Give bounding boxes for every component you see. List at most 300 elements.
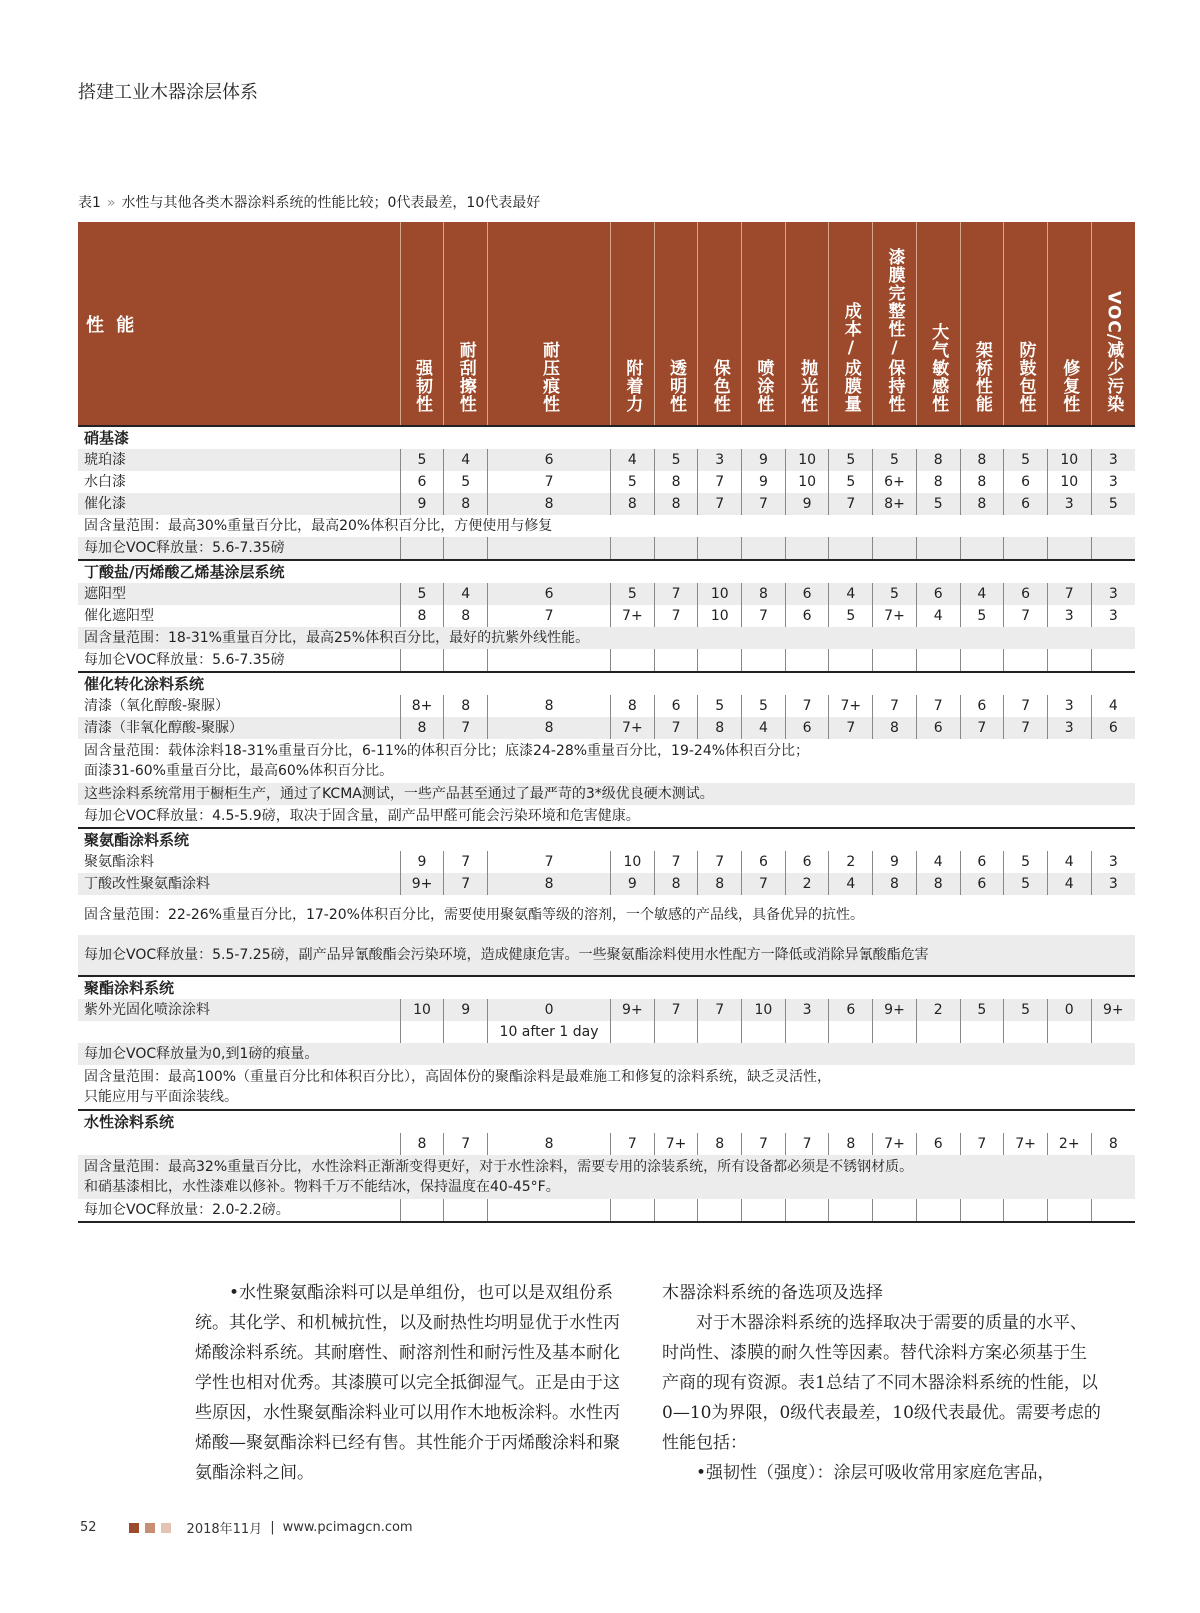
cell-value: 6 (960, 873, 1004, 895)
voc-row-text: 每加仑VOC释放量：5.5-7.25磅，副产品异氰酸酯会污染环境，造成健康危害。一些聚氨酯涂料使用水性配方一降低或消除异氰酸酯危害 (78, 935, 1135, 976)
empty-cell (785, 649, 829, 672)
cell-value: 4 (742, 717, 786, 739)
empty-cell (400, 1021, 444, 1043)
empty-cell (873, 649, 917, 672)
empty-cell (742, 649, 786, 672)
header-col-2 (488, 222, 611, 426)
header-col-label: 耐刮擦性 (455, 341, 476, 413)
caption-text: 水性与其他各类木器涂料系统的性能比较；0代表最差，10代表最好 (121, 195, 541, 211)
table-row (78, 493, 1135, 515)
voc-row (78, 649, 1135, 672)
empty-cell (1047, 537, 1091, 560)
cell-value: 8 (916, 471, 960, 493)
empty-cell (488, 1199, 611, 1222)
header-col-label: 防鼓包性 (1015, 341, 1036, 413)
cell-value: 6 (916, 717, 960, 739)
solids-note-row-text: 固含量范围：最高30%重量百分比，最高20%体积百分比，方便使用与修复 (78, 515, 1135, 537)
cell-value: 3 (1047, 695, 1091, 717)
empty-cell (78, 1021, 400, 1043)
note-line: 和硝基漆相比，水性漆难以修补。物料千万不能结冰，保持温度在40-45°F。 (84, 1179, 560, 1195)
empty-cell (444, 1199, 488, 1222)
cell-value: 10 (1047, 449, 1091, 471)
empty-cell (654, 649, 698, 672)
empty-cell (829, 649, 873, 672)
cell-value: 7 (1047, 583, 1091, 605)
row-name: 清漆（氧化醇酸-聚脲） (78, 695, 400, 717)
cell-value: 8 (444, 493, 488, 515)
cell-value: 4 (1047, 873, 1091, 895)
header-col-label: 架桥性能 (971, 341, 992, 413)
cell-value: 6 (916, 1133, 960, 1155)
cell-value: 8 (488, 695, 611, 717)
cell-value: 6 (916, 583, 960, 605)
header-col-label: 漆膜完整性/保持性 (884, 248, 905, 413)
empty-cell (1004, 537, 1048, 560)
cell-value: 4 (960, 583, 1004, 605)
cell-value: 8 (488, 873, 611, 895)
table-header-row (78, 222, 1135, 426)
empty-cell (1091, 649, 1135, 672)
empty-cell (785, 1021, 829, 1043)
cell-value: 8 (916, 873, 960, 895)
cell-value: 7 (654, 583, 698, 605)
cell-value: 9 (611, 873, 655, 895)
empty-cell (1047, 1199, 1091, 1222)
solids-note-row (78, 1065, 1135, 1110)
header-col-label: 修复性 (1059, 359, 1080, 413)
cell-value: 6 (785, 583, 829, 605)
cell-value: 5 (400, 449, 444, 471)
empty-cell (785, 537, 829, 560)
body-bullet-toughness: •强韧性（强度）：涂层可吸收常用家庭危害品， (696, 1463, 1055, 1483)
cell-value: 6 (488, 583, 611, 605)
table-row (78, 605, 1135, 627)
running-head: 搭建工业木器涂层体系 (78, 82, 258, 103)
row-name: 琥珀漆 (78, 449, 400, 471)
header-col-label: 抛光性 (797, 359, 818, 413)
cell-value: 8 (488, 717, 611, 739)
cell-value: 7 (1004, 695, 1048, 717)
cell-value: 10 (611, 851, 655, 873)
empty-cell (1004, 1021, 1048, 1043)
empty-cell (488, 537, 611, 560)
empty-cell (960, 1021, 1004, 1043)
cell-value: 8 (960, 471, 1004, 493)
cell-value: 3 (1047, 605, 1091, 627)
cell-value: 5 (654, 449, 698, 471)
cell-value: 6 (742, 851, 786, 873)
body-paragraph-selection: 对于木器涂料系统的选择取决于需要的质量的水平、时尚性、漆膜的耐久性等因素。替代涂料方案必须基于生产商的现有资源。表1总结了不同木器涂料系统的性能，以0—10为界限，0级代表最差，10级代表最优。需要考虑的性能包括： (662, 1313, 1101, 1453)
header-col-4 (654, 222, 698, 426)
empty-cell (742, 1199, 786, 1222)
row-name: 催化漆 (78, 493, 400, 515)
cell-value: 7+ (611, 605, 655, 627)
voc-row (78, 935, 1135, 976)
cell-value: 5 (444, 471, 488, 493)
cell-value: 7 (785, 695, 829, 717)
cell-value: 10 (400, 999, 444, 1021)
cell-value: 4 (829, 873, 873, 895)
cell-value: 10 (785, 449, 829, 471)
cell-value: 3 (785, 999, 829, 1021)
body-paragraph-waterborne-pu: •水性聚氨酯涂料可以是单组份，也可以是双组份系统。其化学、和机械抗性，以及耐热性均明显优于水性丙烯酸涂料系统。其耐磨性、耐溶剂性和耐污性及基本耐化学性也相对优秀。其漆膜可以完全抵御湿气。正是由于这些原因，水性聚氨酯涂料业可以用作木地板涂料。水性丙烯酸—聚氨酯涂料已经有售。其性能介于丙烯酸涂料和聚氨酯涂料之间。 (195, 1283, 620, 1483)
header-col-10 (916, 222, 960, 426)
empty-cell (916, 1021, 960, 1043)
empty-cell (1091, 1199, 1135, 1222)
cell-value: 3 (1047, 717, 1091, 739)
section-title-selection: 木器涂料系统的备选项及选择 (662, 1283, 883, 1303)
page-number: 52 (80, 1520, 97, 1535)
cell-value: 7 (960, 717, 1004, 739)
cell-value: 4 (1047, 851, 1091, 873)
note-line: 固含量范围：最高32%重量百分比，水性涂料正渐渐变得更好，对于水性涂料，需要专用的涂装系统，所有设备都必须是不锈钢材质。 (84, 1159, 914, 1175)
cell-value: 8 (654, 493, 698, 515)
empty-cell (829, 1199, 873, 1222)
header-col-label: 耐压痕性 (539, 341, 560, 413)
cell-value: 7+ (654, 1133, 698, 1155)
solids-note-row (78, 739, 1135, 783)
empty-cell (960, 1199, 1004, 1222)
header-col-label: 附着力 (622, 359, 643, 413)
body-column-right (662, 1278, 1102, 1488)
cell-value: 8 (488, 493, 611, 515)
cell-value: 7 (785, 1133, 829, 1155)
header-col-13 (1047, 222, 1091, 426)
row-name: 丁酸改性聚氨酯涂料 (78, 873, 400, 895)
performance-table (78, 222, 1135, 1223)
cell-value: 8 (611, 695, 655, 717)
cell-value: 9 (400, 851, 444, 873)
solids-note-row-text (78, 739, 1135, 783)
header-col-1 (444, 222, 488, 426)
section-header-row (78, 976, 1135, 999)
cell-value: 4 (916, 605, 960, 627)
cell-value: 7 (488, 605, 611, 627)
cell-value: 7 (873, 695, 917, 717)
voc-row (78, 805, 1135, 828)
section-title: 聚氨酯涂料系统 (78, 828, 1135, 851)
cell-value: 6 (785, 717, 829, 739)
section-header-row (78, 672, 1135, 695)
voc-text: 每加仑VOC释放量：5.6-7.35磅 (78, 537, 400, 560)
cell-value: 8 (960, 449, 1004, 471)
empty-cell (654, 537, 698, 560)
cell-value: 2+ (1047, 1133, 1091, 1155)
empty-cell (1004, 1199, 1048, 1222)
usage-note-row (78, 783, 1135, 805)
cell-value: 6 (654, 695, 698, 717)
cell-value: 7 (960, 1133, 1004, 1155)
cell-value: 7 (698, 999, 742, 1021)
empty-cell (400, 1199, 444, 1222)
empty-cell (444, 537, 488, 560)
cell-value: 5 (873, 583, 917, 605)
note-line: 固含量范围：最高100%（重量百分比和体积百分比），高固体份的聚酯涂料是最难施工和修复的涂料系统，缺乏灵活性， (84, 1069, 832, 1085)
cell-value: 6 (1091, 717, 1135, 739)
cell-value: 2 (916, 999, 960, 1021)
cell-value: 5 (960, 999, 1004, 1021)
table-row (78, 999, 1135, 1021)
cell-value: 6 (488, 449, 611, 471)
cell-value: 2 (785, 873, 829, 895)
cell-value: 5 (916, 493, 960, 515)
solids-note-row (78, 895, 1135, 935)
note-line: 只能应用与平面涂装线。 (84, 1089, 238, 1105)
cell-value: 6 (1004, 583, 1048, 605)
header-col-6 (742, 222, 786, 426)
header-col-0 (400, 222, 444, 426)
cell-value: 10 (785, 471, 829, 493)
cell-value: 8 (916, 449, 960, 471)
cell-value: 8 (654, 471, 698, 493)
voc-row (78, 537, 1135, 560)
cell-value: 3 (1091, 851, 1135, 873)
empty-cell (916, 1199, 960, 1222)
section-header-row (78, 1110, 1135, 1133)
header-col-8 (829, 222, 873, 426)
solids-note-row (78, 1155, 1135, 1199)
caption-arrows: » (106, 195, 116, 211)
cell-value: 9 (742, 449, 786, 471)
cell-value: 7 (444, 851, 488, 873)
empty-cell (742, 1021, 786, 1043)
solids-note-row (78, 627, 1135, 649)
cell-value: 7 (654, 717, 698, 739)
empty-cell (400, 537, 444, 560)
cell-value: 7 (698, 851, 742, 873)
cell-value: 7 (488, 851, 611, 873)
cell-value: 8 (654, 873, 698, 895)
cell-value: 0 (488, 999, 611, 1021)
empty-cell (611, 1021, 655, 1043)
cell-value: 7 (444, 1133, 488, 1155)
cell-value: 4 (611, 449, 655, 471)
empty-cell (829, 1021, 873, 1043)
header-col-12 (1004, 222, 1048, 426)
cell-value: 4 (444, 583, 488, 605)
page-footer (80, 1518, 413, 1537)
header-col-label: 保色性 (709, 359, 730, 413)
cell-value: 7 (742, 1133, 786, 1155)
cell-value: 3 (1091, 605, 1135, 627)
cell-value: 6 (1004, 493, 1048, 515)
section-header-row (78, 426, 1135, 449)
cell-value: 7 (611, 1133, 655, 1155)
voc-row (78, 1199, 1135, 1222)
empty-cell (444, 649, 488, 672)
note-line: 面漆31-60%重量百分比，最高60%体积百分比。 (84, 763, 394, 779)
cell-value: 7 (742, 873, 786, 895)
table-number: 表1 (78, 195, 101, 211)
usage-note-row-text: 这些涂料系统常用于橱柜生产，通过了KCMA测试，一些产品甚至通过了最严苛的3*级优良硬木测试。 (78, 783, 1135, 805)
header-col-7 (785, 222, 829, 426)
cell-value: 8 (698, 1133, 742, 1155)
footer-square-mid (145, 1523, 155, 1533)
solids-note-row (78, 515, 1135, 537)
cell-value: 7 (654, 851, 698, 873)
cell-value: 6 (400, 471, 444, 493)
voc-row-text: 每加仑VOC释放量为0,到1磅的痕量。 (78, 1043, 1135, 1065)
cell-value: 5 (1004, 873, 1048, 895)
row-name: 水白漆 (78, 471, 400, 493)
header-col-label: 大气敏感性 (928, 323, 949, 413)
cell-value: 8 (873, 717, 917, 739)
cell-value: 7 (742, 493, 786, 515)
cell-value: 5 (873, 449, 917, 471)
header-col-label: 透明性 (666, 359, 687, 413)
cell-value: 5 (1004, 449, 1048, 471)
empty-cell (611, 1199, 655, 1222)
empty-cell (960, 537, 1004, 560)
table-row (78, 851, 1135, 873)
section-title: 硝基漆 (78, 426, 1135, 449)
cell-value: 7 (916, 695, 960, 717)
cell-value: 8 (960, 493, 1004, 515)
empty-cell (916, 537, 960, 560)
cell-value: 4 (829, 583, 873, 605)
cell-value: 10 (1047, 471, 1091, 493)
note-line: 固含量范围：载体涂料18-31%重量百分比，6-11%的体积百分比；底漆24-28%重量百分比，19-24%体积百分比； (84, 743, 810, 759)
cell-value: 7 (829, 717, 873, 739)
cell-value: 6 (960, 851, 1004, 873)
cell-value: 9+ (400, 873, 444, 895)
cell-value: 6 (785, 851, 829, 873)
cell-value: 3 (1091, 873, 1135, 895)
cell-value: 8 (698, 873, 742, 895)
footer-square-light (161, 1523, 171, 1533)
cell-value: 8 (400, 717, 444, 739)
cell-value: 8 (1091, 1133, 1135, 1155)
empty-cell (698, 1021, 742, 1043)
row-name: 遮阳型 (78, 583, 400, 605)
cell-value: 8+ (873, 493, 917, 515)
cell-value: 5 (829, 449, 873, 471)
cell-value: 9 (785, 493, 829, 515)
cell-value: 3 (1091, 471, 1135, 493)
cell-value: 7 (698, 471, 742, 493)
cell-value: 8 (611, 493, 655, 515)
cell-value: 5 (1004, 999, 1048, 1021)
cell-value: 3 (1047, 493, 1091, 515)
empty-cell (916, 649, 960, 672)
empty-cell (873, 1021, 917, 1043)
footer-square-dark (129, 1523, 139, 1533)
cell-value: 5 (829, 471, 873, 493)
cell-value: 6 (960, 695, 1004, 717)
cell-value: 9 (873, 851, 917, 873)
table-row (78, 449, 1135, 471)
header-col-label: 喷涂性 (753, 359, 774, 413)
section-title: 聚酯涂料系统 (78, 976, 1135, 999)
table-row (78, 873, 1135, 895)
cell-value: 7 (444, 873, 488, 895)
cell-value: 3 (698, 449, 742, 471)
cell-value: 7+ (1004, 1133, 1048, 1155)
empty-cell (400, 649, 444, 672)
cell-subvalue: 10 after 1 day (488, 1021, 611, 1043)
row-name: 紫外光固化喷涂涂料 (78, 999, 400, 1021)
cell-value: 4 (916, 851, 960, 873)
voc-row (78, 1043, 1135, 1065)
empty-cell (785, 1199, 829, 1222)
cell-value: 3 (1091, 449, 1135, 471)
empty-cell (873, 1199, 917, 1222)
empty-cell (873, 537, 917, 560)
cell-value: 10 (742, 999, 786, 1021)
cell-value: 0 (1047, 999, 1091, 1021)
cell-value: 5 (611, 583, 655, 605)
header-col-label: 强韧性 (412, 359, 433, 413)
empty-cell (1047, 1021, 1091, 1043)
section-title: 水性涂料系统 (78, 1110, 1135, 1133)
cell-value: 8 (444, 695, 488, 717)
cell-value: 3 (1091, 583, 1135, 605)
cell-value: 8 (829, 1133, 873, 1155)
row-name: 聚氨酯涂料 (78, 851, 400, 873)
cell-value: 9+ (611, 999, 655, 1021)
cell-value: 8 (400, 1133, 444, 1155)
row-name (78, 1133, 400, 1155)
solids-note-row-text: 固含量范围：22-26%重量百分比，17-20%体积百分比，需要使用聚氨酯等级的溶剂，一个敏感的产品线，具备优异的抗性。 (78, 895, 1135, 935)
section-header-row (78, 828, 1135, 851)
empty-cell (1091, 537, 1135, 560)
empty-cell (960, 649, 1004, 672)
table-row-sub (78, 1021, 1135, 1043)
table-row (78, 717, 1135, 739)
cell-value: 10 (698, 605, 742, 627)
footer-url: www.pcimagcn.com (282, 1520, 413, 1535)
cell-value: 7+ (611, 717, 655, 739)
cell-value: 5 (611, 471, 655, 493)
cell-value: 7 (654, 605, 698, 627)
cell-value: 8 (400, 605, 444, 627)
cell-value: 8 (444, 605, 488, 627)
footer-separator: | (270, 1520, 275, 1535)
footer-squares-decoration (129, 1523, 177, 1533)
footer-date: 2018年11月 (186, 1522, 263, 1537)
cell-value: 8 (698, 717, 742, 739)
table-row (78, 471, 1135, 493)
cell-value: 10 (698, 583, 742, 605)
cell-value: 5 (1004, 851, 1048, 873)
cell-value: 9 (400, 493, 444, 515)
section-title: 丁酸盐/丙烯酸乙烯基涂层系统 (78, 560, 1135, 583)
empty-cell (698, 537, 742, 560)
table-row (78, 695, 1135, 717)
cell-value: 5 (698, 695, 742, 717)
header-col-5 (698, 222, 742, 426)
cell-value: 7+ (873, 605, 917, 627)
cell-value: 7+ (873, 1133, 917, 1155)
empty-cell (829, 537, 873, 560)
table-caption (78, 192, 540, 212)
body-column-left (195, 1278, 625, 1488)
cell-value: 2 (829, 851, 873, 873)
cell-value: 6 (785, 605, 829, 627)
cell-value: 7 (444, 717, 488, 739)
empty-cell (1047, 649, 1091, 672)
cell-value: 5 (960, 605, 1004, 627)
cell-value: 8 (742, 583, 786, 605)
cell-value: 9+ (1091, 999, 1135, 1021)
header-performance: 性 能 (78, 222, 400, 426)
voc-text: 每加仑VOC释放量：2.0-2.2磅。 (78, 1199, 400, 1222)
section-header-row (78, 560, 1135, 583)
row-name: 催化遮阳型 (78, 605, 400, 627)
empty-cell (1004, 649, 1048, 672)
cell-value: 6 (829, 999, 873, 1021)
cell-value: 7 (488, 471, 611, 493)
